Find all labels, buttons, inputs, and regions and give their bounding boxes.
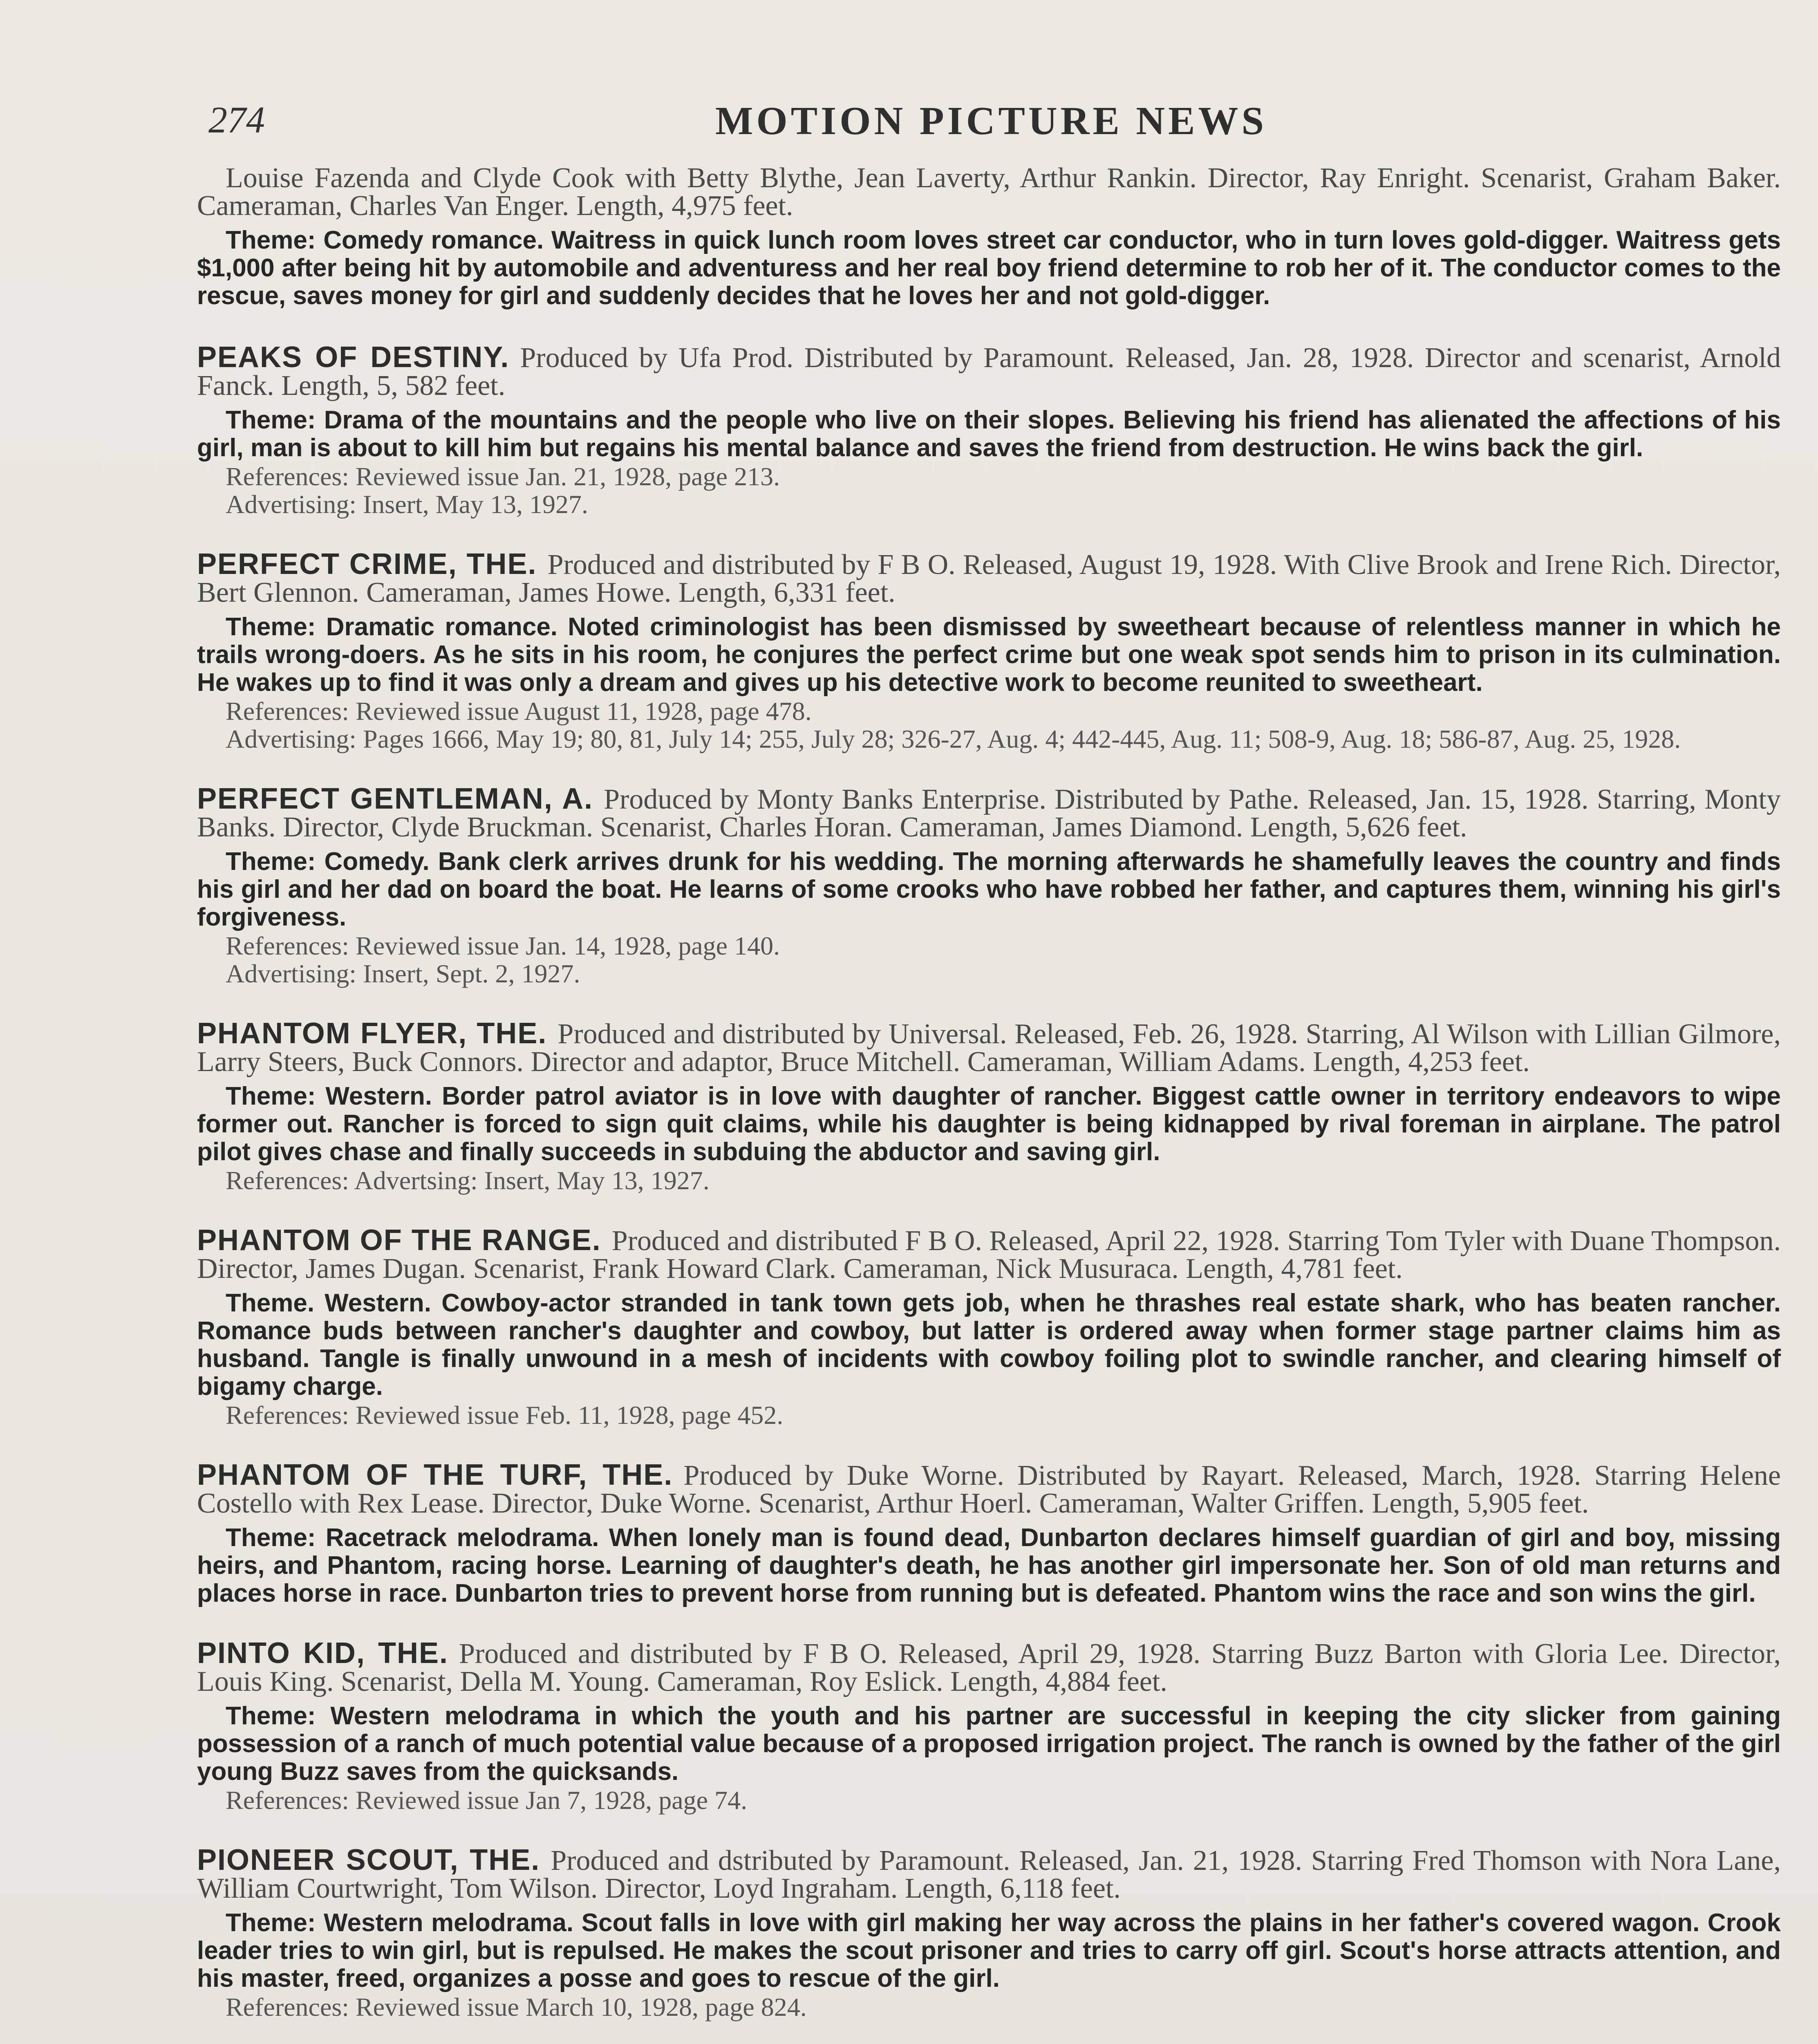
film-details: Produced by Ufa Prod. Distributed by Paramount. Released, Jan. 28, 1928. Director and scenarist, Arnold Fanck. Length, 5, 582 feet. (197, 342, 1781, 401)
entry-reference: Advertising: Pages 1666, May 19; 80, 81, July 14; 255, July 28; 326-27, Aug. 4; 442-445, Aug. 11; 508-9, Aug. 18; 586-87, Aug. 25, 1928. (226, 724, 1681, 753)
entry-header (197, 1639, 1781, 1696)
entry-reference: Advertising: Insert, May 13, 1927. (226, 490, 588, 519)
film-details: Produced by Monty Banks Enterprise. Distributed by Pathe. Released, Jan. 15, 1928. Starring, Monty Banks. Director, Clyde Bruckman. Scenarist, Charles Horan. Cameraman, James Diamond. Length, 5,626 feet. (197, 784, 1781, 843)
film-entry (197, 343, 1781, 518)
film-title: PHANTOM OF THE TURF, THE. (197, 1459, 673, 1491)
entry-header (197, 1017, 1781, 1078)
entry-reference: References: Reviewed issue Jan. 21, 1928, page 213. (226, 462, 780, 491)
entry-theme: Theme: Racetrack melodrama. When lonely man is found dead, Dunbarton declares himself guardian of girl and boy, missing heirs, and Phantom, racing horse. Learning of daughter's death, he has another girl impersonate her. Son of old man returns and places horse in race. Dunbarton tries to prevent horse from running but is defeated. Phantom wins the race and son wins the girl. (197, 1524, 1781, 1607)
film-entry (197, 1017, 1781, 1195)
entry-theme: Theme: Western melodrama. Scout falls in love with girl making her way across the plains in her father's covered wagon. Crook leader tries to win girl, but is repulsed. He makes the scout prisoner and tries to carry off girl. Scout's horse attracts attention, and his master, freed, organizes a posse and goes to rescue of the girl. (197, 1909, 1781, 1992)
film-details: Produced and distributed F B O. Released, April 22, 1928. Starring Tom Tyler with Duane Thompson. Director, James Dugan. Scenarist, Frank Howard Clark. Cameraman, Nick Musuraca. Length, 4,781 feet. (197, 1225, 1781, 1284)
film-entry (197, 1226, 1781, 1429)
running-title: MOTION PICTURE NEWS (715, 99, 1267, 143)
film-title: PHANTOM OF THE RANGE. (197, 1224, 601, 1257)
page-header (200, 98, 1782, 155)
entry-theme: Theme: Drama of the mountains and the people who live on their slopes. Believing his friend has alienated the affections of his girl, man is about to kill him but regains his mental balance and saves the friend from destruction. He wins back the girl. (197, 406, 1781, 462)
entry-reference: References: Reviewed issue August 11, 1928, page 478. (226, 697, 812, 726)
entry-theme: Theme: Dramatic romance. Noted criminologist has been dismissed by sweetheart because of relentless manner in which he trails wrong-doers. As he sits in his room, he conjures the perfect crime but one weak spot sends him to prison in its culmination. He wakes up to find it was only a dream and gives up his detective work to become reunited to sweetheart. (197, 613, 1781, 697)
entry-header (197, 1226, 1781, 1283)
entry-reference: References: Advertsing: Insert, May 13, 1927. (226, 1166, 710, 1195)
entry-reference: References: Reviewed issue March 10, 1928, page 824. (226, 1992, 807, 2022)
continued-entry (197, 164, 1781, 310)
film-title: PERFECT CRIME, THE. (197, 548, 537, 580)
entry-reference: References: Reviewed issue Jan 7, 1928, page 74. (226, 1786, 748, 1815)
entry-theme: Theme: Comedy. Bank clerk arrives drunk for his wedding. The morning afterwards he shamefully leaves the country and finds his girl and her dad on board the boat. He learns of some crooks who have robbed her father, and captures them, winning his girl's forgiveness. (197, 847, 1781, 931)
entry-header (197, 782, 1781, 843)
entry-header (197, 1846, 1781, 1903)
continued-text: Louise Fazenda and Clyde Cook with Betty Blythe, Jean Laverty, Arthur Rankin. Director, Ray Enright. Scenarist, Graham Baker. Cameraman, Charles Van Enger. Length, 4,975 feet. (197, 162, 1781, 222)
entry-header (197, 550, 1781, 607)
entry-reference: References: Reviewed issue Feb. 11, 1928, page 452. (226, 1401, 784, 1430)
film-entry (197, 550, 1781, 753)
film-details: Produced and distributed by Universal. Released, Feb. 26, 1928. Starring, Al Wilson with Lillian Gilmore, Larry Steers, Buck Connors. Director and adaptor, Bruce Mitchell. Cameraman, William Adams. Length, 4,253 feet. (197, 1018, 1781, 1078)
film-details: Produced and distributed by F B O. Released, August 19, 1928. With Clive Brook and Irene Rich. Director, Bert Glennon. Cameraman, James Howe. Length, 6,331 feet. (197, 549, 1781, 608)
film-details: Produced by Duke Worne. Distributed by Rayart. Released, March, 1928. Starring Helene Costello with Rex Lease. Director, Duke Worne. Scenarist, Arthur Hoerl. Cameraman, Walter Griffen. Length, 5,905 feet. (197, 1460, 1781, 1519)
film-title: PIONEER SCOUT, THE. (197, 1844, 540, 1876)
entry-theme: Theme. Western. Cowboy-actor stranded in tank town gets job, when he thrashes real estate shark, who has beaten rancher. Romance buds between rancher's daughter and cowboy, but latter is ordered away when former stage partner claims him as husband. Tangle is finally unwound in a mesh of incidents with cowboy foiling plot to swindle rancher, and clearing himself of bigamy charge. (197, 1289, 1781, 1401)
entries-column (197, 164, 1781, 2044)
film-entry (197, 1639, 1781, 1814)
film-entry (197, 1461, 1781, 1607)
film-title: PHANTOM FLYER, THE. (197, 1017, 547, 1050)
page-number: 274 (208, 99, 265, 141)
film-details: Produced and distributed by F B O. Released, April 29, 1928. Starring Buzz Barton with Gloria Lee. Director, Louis King. Scenarist, Della M. Young. Cameraman, Roy Eslick. Length, 4,884 feet. (197, 1638, 1781, 1697)
film-entry (197, 782, 1781, 988)
entry-reference: Advertising: Insert, Sept. 2, 1927. (226, 959, 580, 988)
film-title: PINTO KID, THE. (197, 1637, 449, 1670)
entry-theme: Theme: Comedy romance. Waitress in quick lunch room loves street car conductor, who in turn loves gold-digger. Waitress gets $1,000 after being hit by automobile and adventuress and her real boy friend determine to rob her of it. The conductor comes to the rescue, saves money for girl and suddenly decides that he loves her and not gold-digger. (197, 226, 1781, 310)
entry-header (197, 1461, 1781, 1517)
film-entry (197, 1846, 1781, 2021)
entry-theme: Theme: Western. Border patrol aviator is in love with daughter of rancher. Biggest cattle owner in territory endeavors to wipe former out. Rancher is forced to sign quit claims, while his daughter is being kidnapped by rival foreman in airplane. The patrol pilot gives chase and finally succeeds in subduing the abductor and saving girl. (197, 1082, 1781, 1166)
film-details: Produced and dstributed by Paramount. Released, Jan. 21, 1928. Starring Fred Thomson with Nora Lane, William Courtwright, Tom Wilson. Director, Loyd Ingraham. Length, 6,118 feet. (197, 1845, 1781, 1904)
film-title: PERFECT GENTLEMAN, A. (197, 782, 593, 815)
entry-theme: Theme: Western melodrama in which the youth and his partner are successful in keeping the city slicker from gaining possession of a ranch of much potential value because of a proposed irrigation project. The ranch is owned by the father of the girl young Buzz saves from the quicksands. (197, 1702, 1781, 1786)
entry-reference: References: Reviewed issue Jan. 14, 1928, page 140. (226, 931, 780, 960)
entry-header (197, 343, 1781, 400)
film-title: PEAKS OF DESTINY. (197, 341, 510, 374)
